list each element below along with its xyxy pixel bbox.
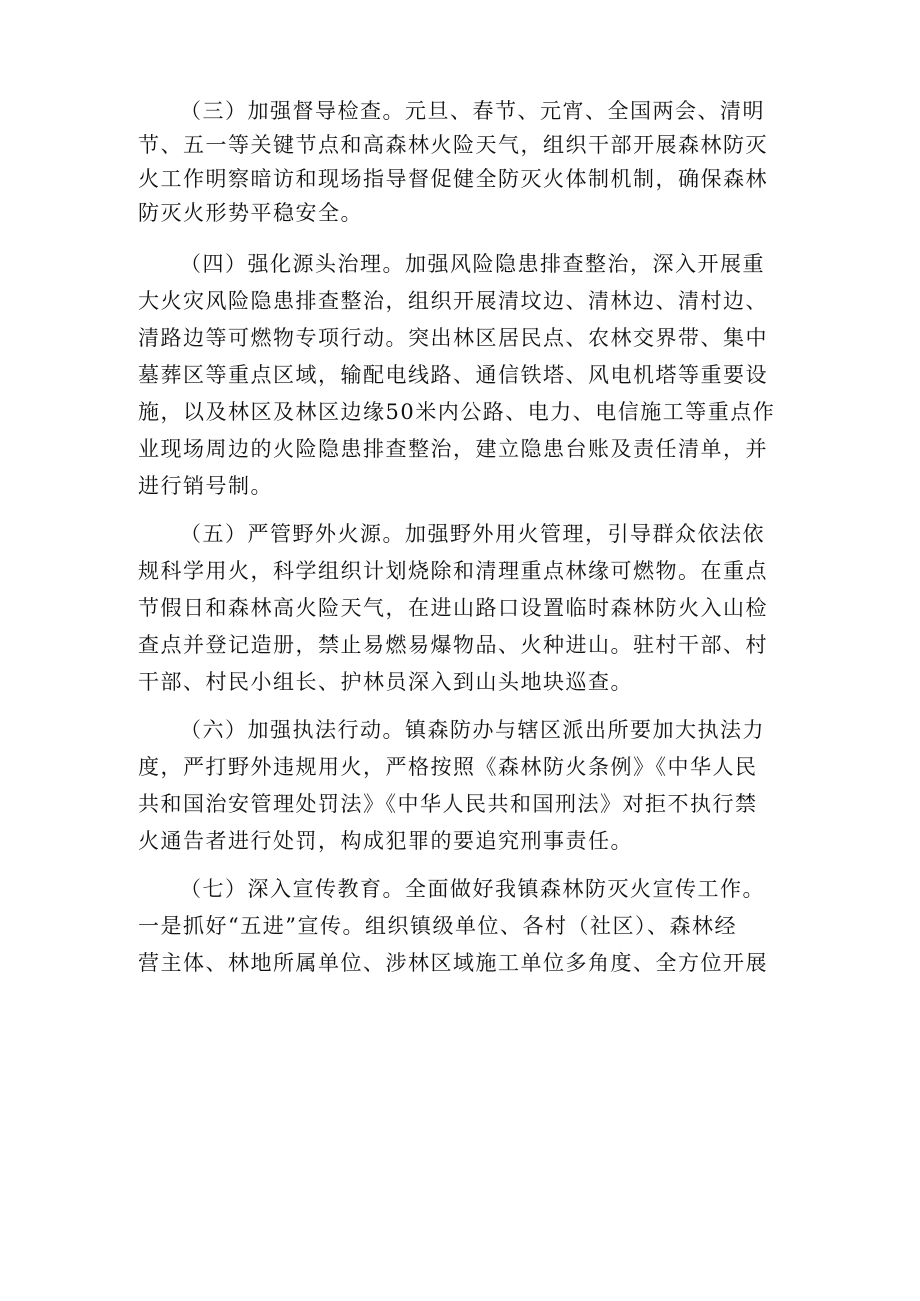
text-line: 查点并登记造册，禁止易燃易爆物品、火种进山。驻村干部、村 <box>138 633 768 657</box>
text-line: （六）加强执法行动。镇森防办与辖区派出所要加大执法力 <box>180 718 765 742</box>
paragraph-gap <box>138 505 790 516</box>
text-line: 营主体、林地所属单位、涉林区域施工单位多角度、全方位开展 <box>138 951 768 975</box>
text-line: 一是抓好“五进”宣传。组织镇级单位、各村（社区）、森林经 <box>138 914 737 938</box>
text-line: （七）深入宣传教育。全面做好我镇森林防灭火宣传工作。 <box>180 877 765 901</box>
paragraph-gap <box>138 701 790 712</box>
text-line: 节假日和森林高火险天气，在进山路口设置临时森林防火入山检 <box>138 596 768 620</box>
text-line: （三）加强督导检查。元旦、春节、元宵、全国两会、清明 <box>180 99 765 123</box>
paragraph-source-control <box>138 246 790 505</box>
text-line: 度，严打野外违规用火，严格按照《森林防火条例》《中华人民 <box>138 755 758 779</box>
text-line: 施，以及林区及林区边缘50米内公路、电力、电信施工等重点作 <box>138 400 776 424</box>
paragraph-fire-source <box>138 516 790 701</box>
text-line: 墓葬区等重点区域，输配电线路、通信铁塔、风电机塔等重要设 <box>138 363 768 387</box>
text-line: 大火灾风险隐患排查整治，组织开展清坟边、清林边、清村边、 <box>138 289 768 313</box>
text-line: 火工作明察暗访和现场指导督促健全防灭火体制机制，确保森林 <box>138 167 768 191</box>
text-line: 防灭火形势平稳安全。 <box>138 201 363 225</box>
text-line: 清路边等可燃物专项行动。突出林区居民点、农林交界带、集中 <box>138 326 768 350</box>
text-line: 干部、村民小组长、护林员深入到山头地块巡查。 <box>138 670 633 694</box>
text-line: 业现场周边的火险隐患排查整治，建立隐患台账及责任清单，并 <box>138 437 768 461</box>
document-body <box>138 94 790 982</box>
text-line: 火通告者进行处罚，构成犯罪的要追究刑事责任。 <box>138 829 633 853</box>
text-line: 规科学用火，科学组织计划烧除和清理重点林缘可燃物。在重点 <box>138 559 768 583</box>
paragraph-publicity <box>138 871 790 982</box>
paragraph-gap <box>138 860 790 871</box>
text-line: （四）强化源头治理。加强风险隐患排查整治，深入开展重 <box>180 252 765 276</box>
paragraph-gap <box>138 230 790 246</box>
text-line: 共和国治安管理处罚法》《中华人民共和国刑法》对拒不执行禁 <box>138 792 758 816</box>
text-line: 进行销号制。 <box>138 474 273 498</box>
paragraph-law-enforcement <box>138 712 790 860</box>
text-line: （五）严管野外火源。加强野外用火管理，引导群众依法依 <box>180 522 765 546</box>
paragraph-supervision <box>138 94 790 230</box>
text-line: 节、五一等关键节点和高森林火险天气，组织干部开展森林防灭 <box>138 133 768 157</box>
